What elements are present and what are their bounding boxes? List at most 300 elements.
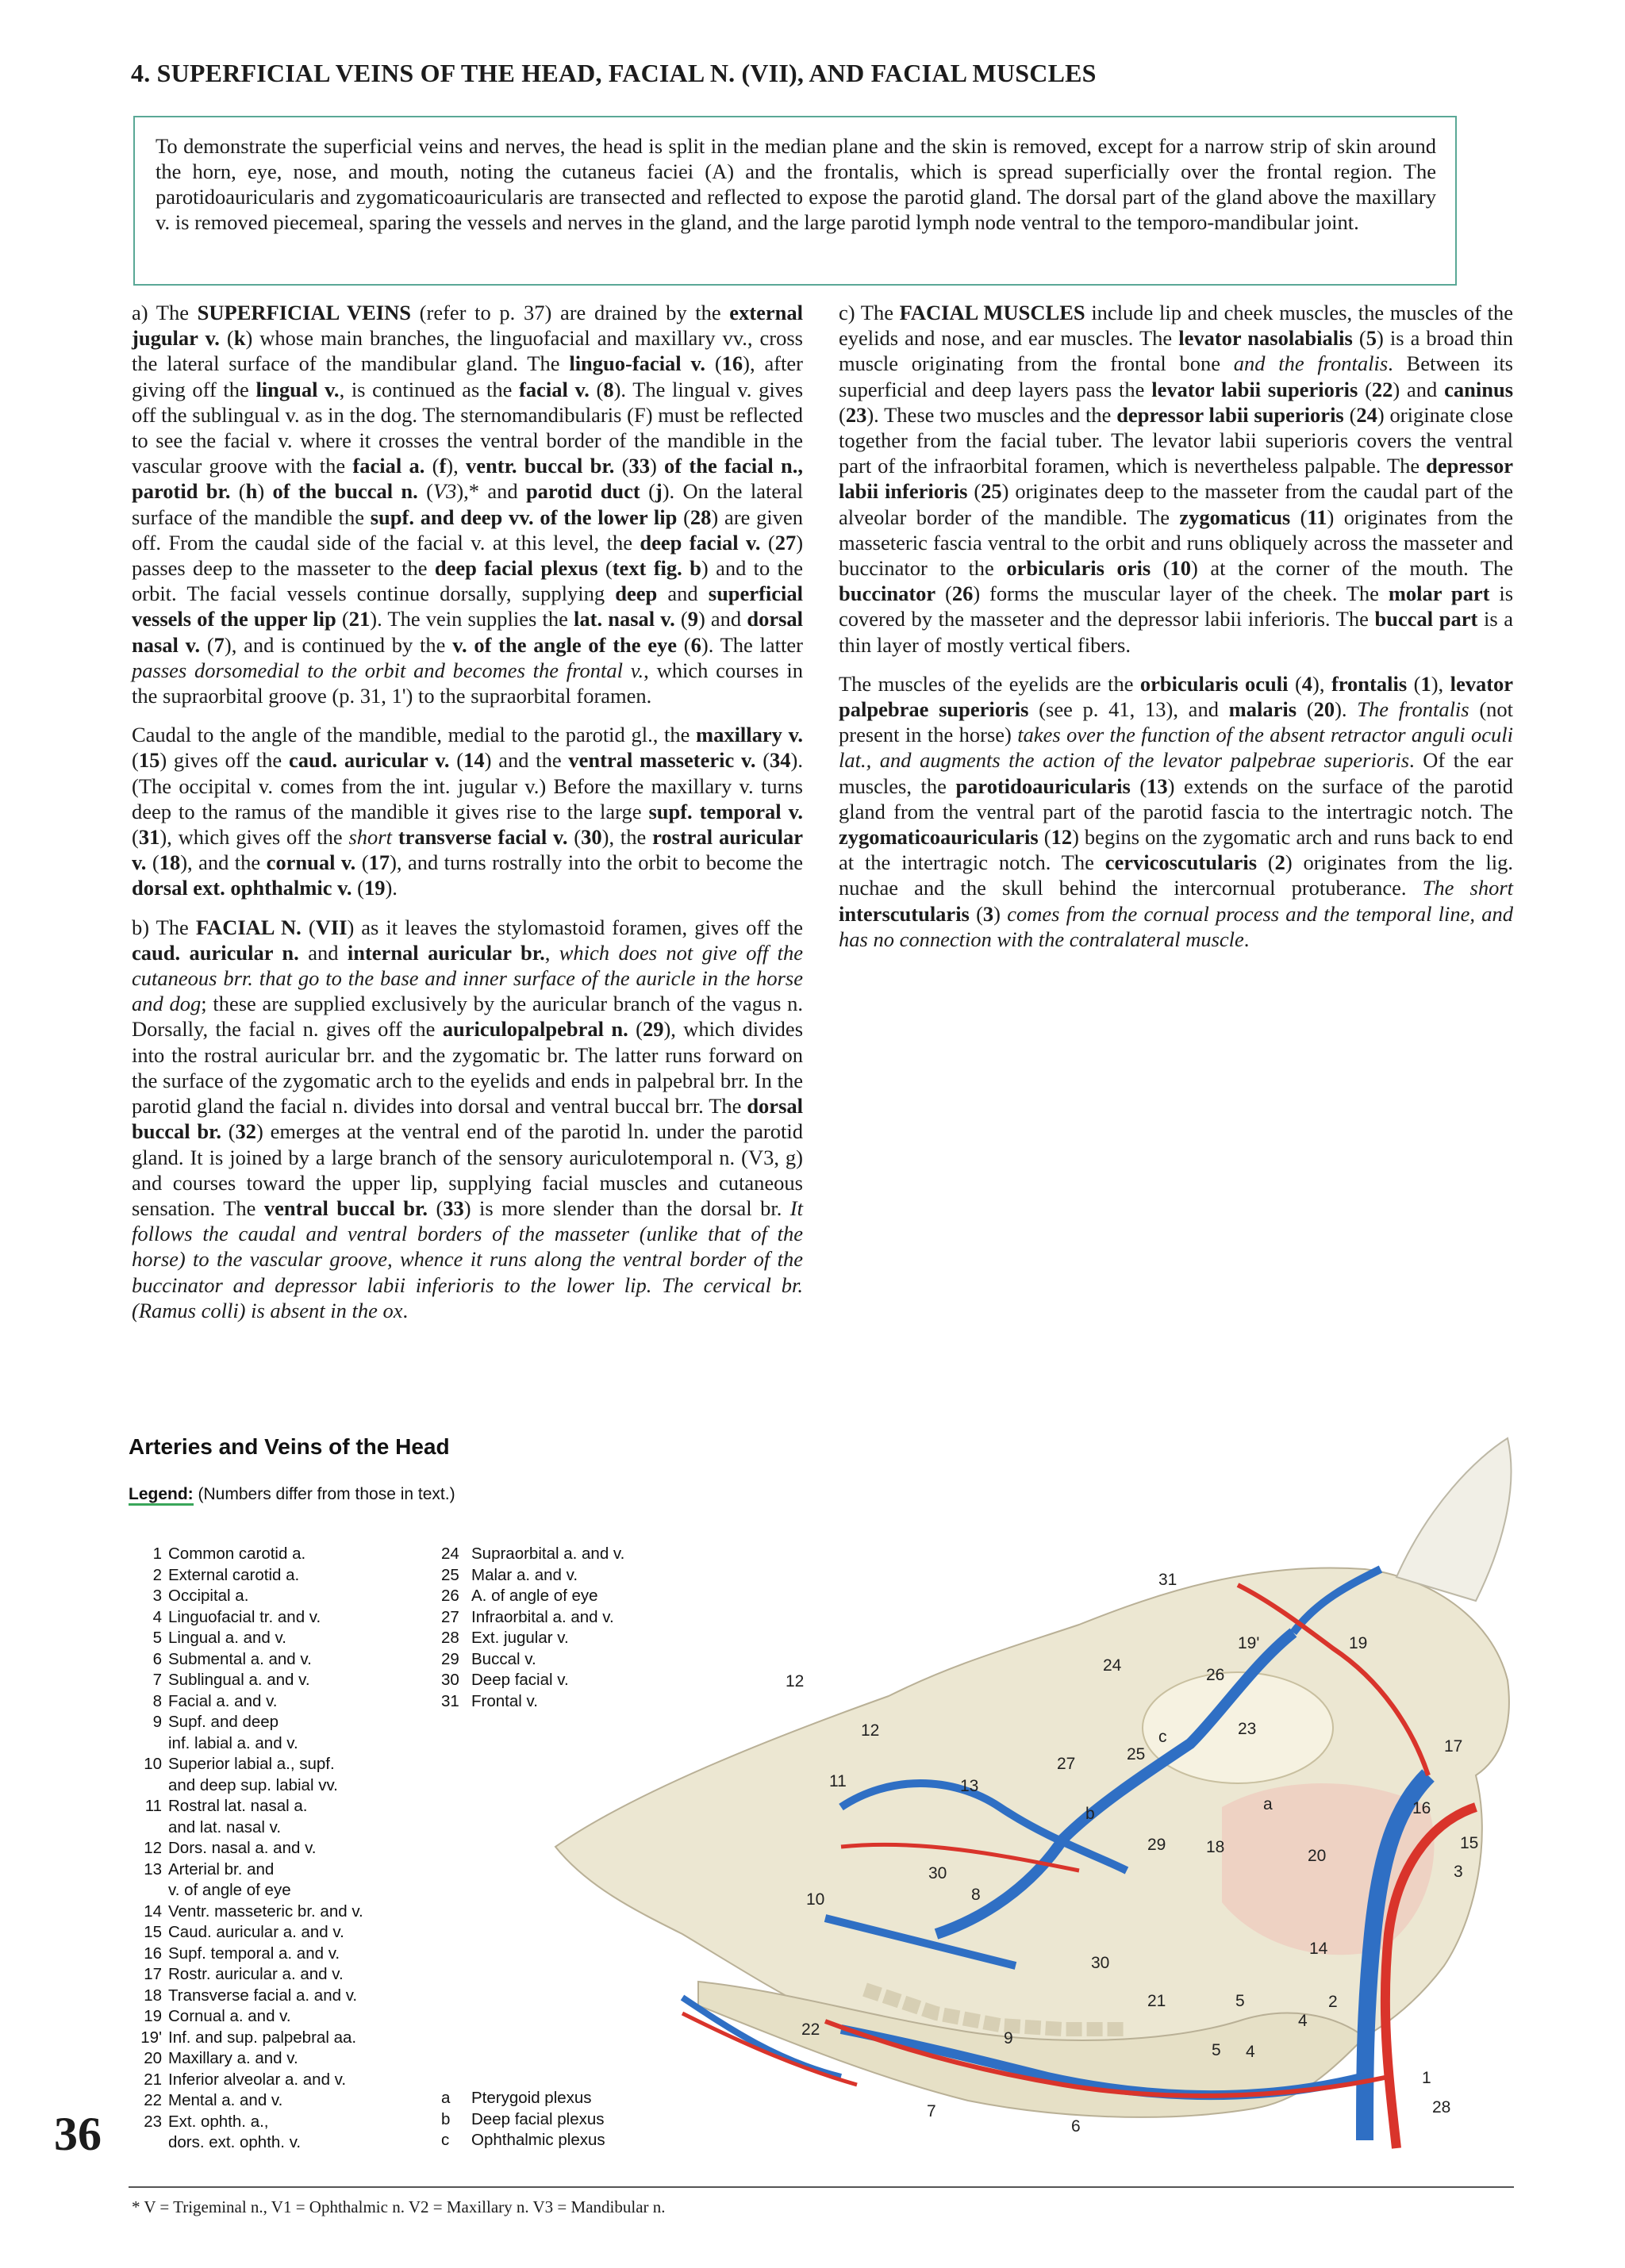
text-run: ( (1407, 671, 1421, 696)
text-run: supf. and deep vv. of the lower lip (370, 505, 678, 529)
text-run: buccal part (1374, 607, 1478, 631)
paragraph-facial-muscles (839, 300, 1513, 658)
text-run: caud. auricular v. (288, 748, 450, 773)
text-run (392, 825, 398, 849)
figure-label: 28 (1432, 2098, 1451, 2116)
text-run: ). These two muscles and the (866, 402, 1117, 427)
text-run: (see p. 41, 13), and (1028, 697, 1229, 722)
legend-item (135, 1691, 436, 1713)
text-run: parotid duct (525, 479, 640, 504)
legend-item-text: Mental a. and v. (168, 2091, 283, 2109)
legend-item (135, 2048, 436, 2070)
legend-item-text: Supf. temporal a. and v. (168, 1944, 340, 1963)
text-run: ( (352, 876, 364, 900)
text-run: ( (230, 479, 246, 504)
text-run: and (298, 940, 348, 965)
text-run: 10 (1170, 556, 1191, 581)
legend-item (135, 1859, 436, 1881)
figure-label: 4 (1246, 2043, 1255, 2061)
text-run: ) passes deep to the masseter to the (132, 530, 804, 581)
legend-item-number: 19 (144, 2007, 162, 2025)
text-run: molar part (1388, 581, 1490, 606)
legend-item-text: and deep sup. labial vv. (168, 1775, 338, 1794)
text-run: ( (628, 1017, 643, 1042)
legend-item (135, 1964, 436, 1986)
figure-label: 23 (1238, 1720, 1257, 1738)
text-run: external jugular v. (132, 301, 804, 351)
legend-item-number: 26 (441, 1587, 459, 1605)
legend-item (438, 2088, 676, 2109)
text-run: VII (315, 915, 348, 939)
legend-item-number: 20 (144, 2049, 162, 2067)
legend-item-text: Cornual a. and v. (168, 2007, 291, 2025)
figure-label: 19' (1238, 1634, 1260, 1652)
text-run: zygomaticoauricularis (839, 825, 1039, 850)
text-run: ( (355, 850, 369, 875)
text-run: ( (1290, 505, 1308, 529)
legend-item (135, 2006, 436, 2028)
legend-item-number: 3 (152, 1587, 162, 1605)
text-run: lat. nasal v. (574, 607, 675, 631)
text-run: . (402, 1298, 409, 1322)
legend-item (438, 1565, 676, 1587)
text-run: zygomaticus (1179, 505, 1291, 529)
text-run: ( (1130, 773, 1147, 798)
legend-item-number: 11 (144, 1797, 162, 1815)
legend-column-2 (438, 1544, 676, 1712)
text-run: h (245, 479, 258, 504)
legend-item-number: 4 (152, 1607, 162, 1626)
legend-item-number (135, 1733, 168, 1755)
text-run: b) The (132, 915, 196, 939)
text-run: ) extends on the surface of the parotid gland from the ventral part of the parotid fascia to the intertragic notch. The (839, 773, 1513, 823)
text-run: ) begins on the zygomatic arch and runs back to end at the intertragic notch. The (839, 825, 1513, 875)
text-run: ( (967, 479, 982, 504)
figure-label: c (1158, 1728, 1167, 1746)
legend-item-number: c (441, 2131, 450, 2149)
figure-label: 14 (1309, 1940, 1328, 1958)
text-run: superficial vessels of the upper lip (132, 581, 803, 631)
legend-item-text: Lingual a. and v. (168, 1629, 286, 1647)
text-run: ) gives off the (159, 748, 289, 773)
text-run: lingual v. (255, 377, 340, 401)
text-run: caud. auricular n. (132, 940, 299, 965)
legend-item-text: Arterial br. and (168, 1859, 275, 1878)
legend-item-number: 7 (152, 1671, 162, 1689)
figure-label: 7 (927, 2102, 936, 2120)
text-run: ) and to the orbit. The facial vessels continue dorsally, supplying (132, 556, 804, 606)
text-run: The muscles of the eyelids are the (839, 671, 1140, 696)
legend-item (135, 2028, 436, 2049)
text-run: 16 (721, 351, 743, 376)
legend-item (135, 1670, 436, 1691)
text-run: , (544, 940, 559, 965)
legend-item (135, 1712, 436, 1733)
figure-label: a (1263, 1795, 1273, 1813)
figure-label: 10 (806, 1890, 825, 1909)
text-run: ). The vein supplies the (370, 607, 574, 631)
text-run: ), after giving off the (132, 351, 803, 401)
text-run: . (1243, 927, 1250, 951)
legend-item (135, 1838, 436, 1859)
text-run: 21 (348, 607, 371, 631)
page-title: 4. SUPERFICIAL VEINS OF THE HEAD, FACIAL N. (VII), AND FACIAL MUSCLES (131, 59, 1097, 87)
legend-item (135, 1649, 436, 1671)
text-run: ( (589, 377, 604, 401)
text-run: levator labii superioris (1151, 377, 1358, 401)
text-run: Caudal to the angle of the mandible, medial to the parotid gl., the (132, 723, 696, 747)
text-run: facial v. (519, 377, 590, 401)
text-run: end of the parotid ln. under the parotid gland. It is joined by a large branch of the sensory auriculotemporal n. (V3, g) and courses toward the upper lip, supplying facial muscles and cutaneous sensation. The (132, 1119, 803, 1220)
text-run: 12 (1051, 825, 1073, 850)
figure-label: 9 (1004, 2029, 1013, 2047)
legend-item (438, 1607, 676, 1629)
figure-label: 22 (801, 2020, 820, 2039)
text-run: 3 (982, 901, 994, 926)
text-run: ( (1257, 850, 1275, 875)
text-run: ). The latter (701, 632, 803, 657)
figure-label: 31 (1158, 1571, 1177, 1589)
text-run: ( (417, 479, 433, 504)
text-run: ( (705, 351, 722, 376)
legend-item (135, 2070, 436, 2091)
legend-item-number: 24 (441, 1545, 459, 1563)
legend-item (438, 1628, 676, 1649)
text-run: depressor labii inferioris (839, 454, 1513, 504)
figure-label: 16 (1412, 1799, 1431, 1817)
legend-item (438, 1670, 676, 1691)
text-run: ( (839, 402, 846, 427)
text-run: ) originates from the masseteric fascia ventral to the orbit and runs obliquely across the masseter and buccinator to the (839, 505, 1514, 581)
legend-item (135, 1944, 436, 1965)
text-run: ( (200, 632, 214, 657)
text-run: ) as it leaves the stylomastoid foramen, gives off the (347, 915, 804, 939)
text-run: text fig. b (612, 556, 701, 581)
horn-shape (1396, 1438, 1511, 1601)
text-run: takes over the function of the absent retractor anguli oculi lat., and augments the action of the levator palpebrae superioris (839, 723, 1513, 773)
text-run: interscutularis (839, 901, 970, 926)
text-run: ( (336, 607, 349, 631)
text-run: ; these are supplied exclusively by the auricular branch of the vagus n. Dorsally, the facial n. gives off the (132, 992, 804, 1042)
text-run: ( (1358, 377, 1372, 401)
text-run: ( (614, 454, 629, 478)
text-run: dorsal ext. ophthalmic v. (132, 876, 352, 900)
text-run: ( (132, 825, 139, 850)
legend-label: Legend: (129, 1485, 194, 1506)
figure-label: 13 (960, 1777, 979, 1795)
text-run: f (439, 454, 447, 478)
legend-item-text: dors. ext. ophth. v. (168, 2133, 302, 2151)
page-number: 36 (54, 2108, 102, 2160)
text-run: ). (1335, 697, 1358, 722)
text-run: 28 (690, 505, 712, 529)
legend-column-1 (135, 1544, 436, 2154)
text-run: frontalis (1331, 671, 1408, 696)
figure-label: 19 (1349, 1634, 1368, 1652)
legend-item-text: Deep facial v. (471, 1671, 569, 1689)
text-run: 2 (1274, 850, 1285, 875)
text-run: ( (1352, 326, 1366, 351)
text-run: linguo-facial v. (569, 351, 705, 376)
legend-item-number: b (441, 2109, 451, 2128)
text-run: (not present in the horse) (839, 697, 1514, 747)
text-run: a) The (132, 301, 198, 324)
legend-item (438, 1586, 676, 1607)
text-run: ( (449, 748, 464, 773)
text-run: 31 (138, 825, 160, 850)
legend-item (438, 1649, 676, 1671)
legend-item-text: External carotid a. (168, 1565, 300, 1584)
text-run: ) is more slender than the dorsal br. (463, 1195, 790, 1220)
text-run: FACIAL N. (195, 915, 302, 939)
text-run: which does not give off the cutaneous brr. that go to the base and inner surface of the auricle in the horse and dog (132, 940, 803, 1016)
legend-item-text: Caud. auricular a. and v. (168, 1923, 344, 1941)
text-run: 27 (774, 530, 797, 555)
text-run: of the facial n., parotid br. (132, 454, 804, 504)
legend-item (135, 1986, 436, 2007)
figure-label: 21 (1147, 1992, 1166, 2010)
figure-label: 24 (1103, 1656, 1122, 1675)
text-run: 29 (642, 1017, 664, 1042)
legend-item-number: 22 (144, 2091, 162, 2109)
legend-item-number: 31 (441, 1691, 459, 1710)
legend-item-text: Inf. and sup. palpebral aa. (168, 2028, 357, 2047)
text-run: 20 (1313, 697, 1335, 722)
text-run: passes dorsomedial to the orbit and becomes the frontal v. (132, 658, 644, 682)
legend-item-text: Common carotid a. (168, 1545, 306, 1563)
figure-label: 5 (1235, 1992, 1245, 2010)
legend-item (135, 1586, 436, 1607)
text-run: depressor labii superioris (1116, 402, 1344, 427)
text-run: 22 (1371, 377, 1393, 401)
figure-label: 30 (1091, 1954, 1110, 1972)
legend-item (135, 1817, 436, 1839)
text-run: ) and (1393, 377, 1445, 401)
legend-item-number (135, 1880, 168, 1902)
text-run: ( (132, 748, 139, 773)
legend-item (135, 1775, 436, 1797)
figure-label: 17 (1444, 1737, 1463, 1756)
legend-item-number: 28 (441, 1629, 459, 1647)
legend-item-number: 18 (144, 1986, 162, 2005)
legend-item-number: 12 (144, 1839, 162, 1857)
text-run: is covered by the masseter and the depressor labii inferioris. The (839, 581, 1514, 631)
legend-item (438, 1691, 676, 1713)
text-run: 26 (951, 581, 974, 606)
text-run: ). The lingual v. gives off the sublingual v. as in the dog. The sternomandibularis (F) must be reflected to see the facial v. where it crosses the ventral border of the mandible in the vascular groove with the (132, 377, 804, 478)
text-run: orbicularis oculi (1139, 671, 1289, 696)
text-run: c) The (839, 301, 900, 324)
text-run: 14 (463, 748, 485, 773)
text-run: ) (649, 454, 665, 478)
figure-label: 25 (1127, 1745, 1146, 1763)
text-run: caninus (1444, 377, 1514, 401)
arteries-veins-figure (127, 1363, 1522, 2156)
legend-item-text: Superior labial a., supf. (168, 1755, 335, 1773)
figure-label: 11 (829, 1772, 847, 1790)
text-run: ( (567, 825, 582, 850)
text-run: 6 (690, 632, 701, 657)
legend-item (135, 2132, 436, 2154)
figure-label: 12 (786, 1672, 805, 1690)
text-run: 33 (443, 1195, 464, 1220)
legend-item-number: 10 (144, 1755, 162, 1773)
text-run: 15 (138, 748, 160, 773)
text-run: 11 (1307, 505, 1327, 529)
text-run: ( (1288, 671, 1302, 696)
legend-item-number: 19' (140, 2028, 162, 2047)
text-run: ), which divides into the rostral auricular brr. and the zygomatic br. The latter runs forward on the surface of the zygomatic arch to the eyelids and ends in palpebral brr. In the parotid gland the facial n. divides into dorsal and ventral buccal brr. The (132, 1017, 804, 1119)
text-run: 9 (687, 607, 698, 631)
text-run: ). On the lateral surface of the mandible the (132, 479, 804, 529)
text-run: malaris (1228, 697, 1297, 722)
text-run: ( (640, 479, 655, 504)
text-run: and the frontalis (1233, 351, 1389, 376)
text-run: ( (1297, 697, 1314, 722)
legend-item (438, 2109, 676, 2131)
legend-item-text: Rostral lat. nasal a. (168, 1797, 308, 1815)
text-run: deep facial plexus (434, 556, 598, 581)
text-run: orbicularis oris (1006, 556, 1151, 581)
text-run: ( (677, 505, 690, 529)
legend-item-text: Ophthalmic plexus (471, 2131, 605, 2149)
text-run: levator palpebrae superioris (839, 671, 1514, 722)
text-run: supf. temporal v. (648, 799, 803, 823)
legend-item-text: Buccal v. (471, 1649, 536, 1668)
text-run: 19 (363, 876, 386, 900)
text-run: ) and the (484, 748, 569, 773)
text-run: ( (969, 901, 983, 926)
text-run: ). (The occipital v. comes from the int. jugular v.) Before the maxillary v. turns deep to the ramus of the mandible it gives rise to the large (132, 748, 803, 823)
figure-title: Arteries and Veins of the Head (129, 1434, 450, 1459)
figure-label: 26 (1206, 1666, 1225, 1684)
text-run: ), and is continued by the (224, 632, 453, 657)
text-run: ) emerges at the ventral (256, 1119, 467, 1144)
text-run: It follows the caudal and ventral borders of the masseter (unlike that of the horse) to the vascular groove, whence it runs along the ventral border of the buccinator and depressor labii inferioris to the lower lip. The cervical br. (Ramus colli) is absent in the ox (132, 1195, 803, 1322)
figure-label: 2 (1328, 1993, 1338, 2011)
text-run: ) and (697, 607, 747, 631)
text-run: ventral masseteric v. (568, 748, 756, 773)
intro-text: To demonstrate the superficial veins and nerves, the head is split in the median plane and the skin is removed, except for a narrow strip of skin around the horn, eye, nose, and mouth, noting the cutaneus faciei (A) and the frontalis, which is spread superficially over the frontal region. The parotidoauricularis and zygomaticoauricularis are transected and reflected to expose the parotid gland. The dorsal part of the gland above the maxillary v. is removed piecemeal, sparing the vessels and nerves in the gland, and the large parotid lymph node ventral to the temporo-mandibular joint. (156, 134, 1436, 234)
text-run: ) (257, 479, 273, 504)
text-run: 18 (159, 850, 181, 875)
figure-label: 8 (971, 1886, 981, 1904)
text-run: ventral buccal br. (263, 1195, 428, 1220)
text-run: dorsal nasal v. (132, 607, 804, 657)
legend-item (438, 2130, 676, 2151)
text-run: ), the (601, 825, 653, 850)
paragraph-facial-nerve (132, 915, 803, 1323)
text-run: ), (446, 454, 466, 478)
figure-label: 30 (928, 1864, 947, 1882)
text-run: (refer to p. 37) are drained by the (411, 301, 730, 324)
legend-item-text: Pterygoid plexus (471, 2089, 592, 2107)
legend-item-number: 23 (144, 2112, 162, 2131)
text-run: ) is a broad thin muscle originating from the frontal bone (839, 326, 1514, 376)
legend-item-number: 8 (152, 1691, 162, 1710)
legend-item-text: Infraorbital a. and v. (471, 1607, 614, 1626)
paragraph-eyelid-muscles (839, 671, 1513, 952)
text-run: ( (677, 632, 691, 657)
text-run: deep facial v. (640, 530, 761, 555)
text-run: ) originates from the lig. nuchae and the skull behind the intercornual protuberance. (839, 850, 1513, 900)
legend-item (135, 1733, 436, 1755)
text-run: ), (1312, 671, 1331, 696)
paragraph-superficial-veins (132, 300, 803, 708)
text-run: ), (1431, 671, 1450, 696)
paragraph-maxillary-vein (132, 722, 803, 900)
text-run: ), which gives off the (159, 825, 349, 850)
text-run: , which courses in the supraorbital groove (p. 31, 1') to the supraorbital foramen. (132, 658, 803, 708)
text-run: facial a. (352, 454, 425, 478)
legend-item (438, 1544, 676, 1565)
legend-item-text: Occipital a. (168, 1587, 249, 1605)
legend-item (135, 1796, 436, 1817)
legend-item-number: a (441, 2089, 451, 2107)
legend-column-3 (438, 2088, 676, 2151)
legend-item-text: Dors. nasal a. and v. (168, 1839, 317, 1857)
footer-rule (129, 2186, 1514, 2188)
text-run: ), and the (180, 850, 267, 875)
text-run: ( (1343, 402, 1357, 427)
legend-item-number: 29 (441, 1649, 459, 1668)
legend-item (135, 1922, 436, 1944)
text-run: ( (755, 748, 770, 773)
legend-item-number: 5 (152, 1629, 162, 1647)
text-run: ) (993, 901, 1008, 926)
legend-item (135, 2112, 436, 2133)
right-column (839, 300, 1513, 965)
legend-item-number: 27 (441, 1607, 459, 1626)
text-run: 4 (1301, 671, 1313, 696)
text-run: 32 (235, 1119, 257, 1144)
legend-item-text: Rostr. auricular a. and v. (168, 1965, 344, 1983)
text-run: short (348, 825, 392, 850)
text-run: , is continued as the (339, 377, 519, 401)
legend-item-text: Inferior alveolar a. and v. (168, 2070, 347, 2089)
text-run: 5 (1366, 326, 1377, 351)
legend-item-text: Deep facial plexus (471, 2109, 605, 2128)
text-run: ( (146, 850, 159, 875)
legend-item-text: Facial a. and v. (168, 1691, 278, 1710)
text-run: The frontalis (1357, 697, 1469, 722)
legend-heading (129, 1485, 455, 1504)
legend-item-text: Maxillary a. and v. (168, 2049, 298, 2067)
legend-item (135, 1607, 436, 1629)
legend-item-text: v. of angle of eye (168, 1881, 291, 1899)
text-run: ( (219, 326, 234, 351)
figure-label: 20 (1308, 1847, 1327, 1865)
text-run: FACIAL MUSCLES (899, 301, 1085, 324)
legend-item-text: Linguofacial tr. and v. (168, 1607, 321, 1626)
text-run: ) whose main branches, the linguofacial and maxillary vv., cross the lateral surface of the mandibular gland. The (132, 326, 803, 376)
legend-item-text: Supf. and deep (168, 1713, 279, 1731)
text-run: ), and turns rostrally into the orbit to become the (390, 850, 804, 875)
legend-item-number: 25 (441, 1565, 459, 1584)
legend-item-number: 16 (144, 1944, 162, 1963)
legend-item-number: 2 (152, 1565, 162, 1584)
legend-item-number: 30 (441, 1671, 459, 1689)
legend-item (135, 1565, 436, 1587)
text-run: ( (428, 1195, 444, 1220)
text-run: maxillary v. (696, 723, 803, 747)
legend-item (135, 1754, 436, 1775)
text-run: ) are given off. From the caudal side of the facial v. at this level, the (132, 505, 803, 555)
legend-item (135, 2090, 436, 2112)
text-run: ) originates deep to the masseter from the caudal part of the alveolar border of the mandible. The (839, 479, 1513, 529)
text-run: ( (1151, 556, 1170, 581)
text-run: parotidoauricularis (955, 773, 1131, 798)
